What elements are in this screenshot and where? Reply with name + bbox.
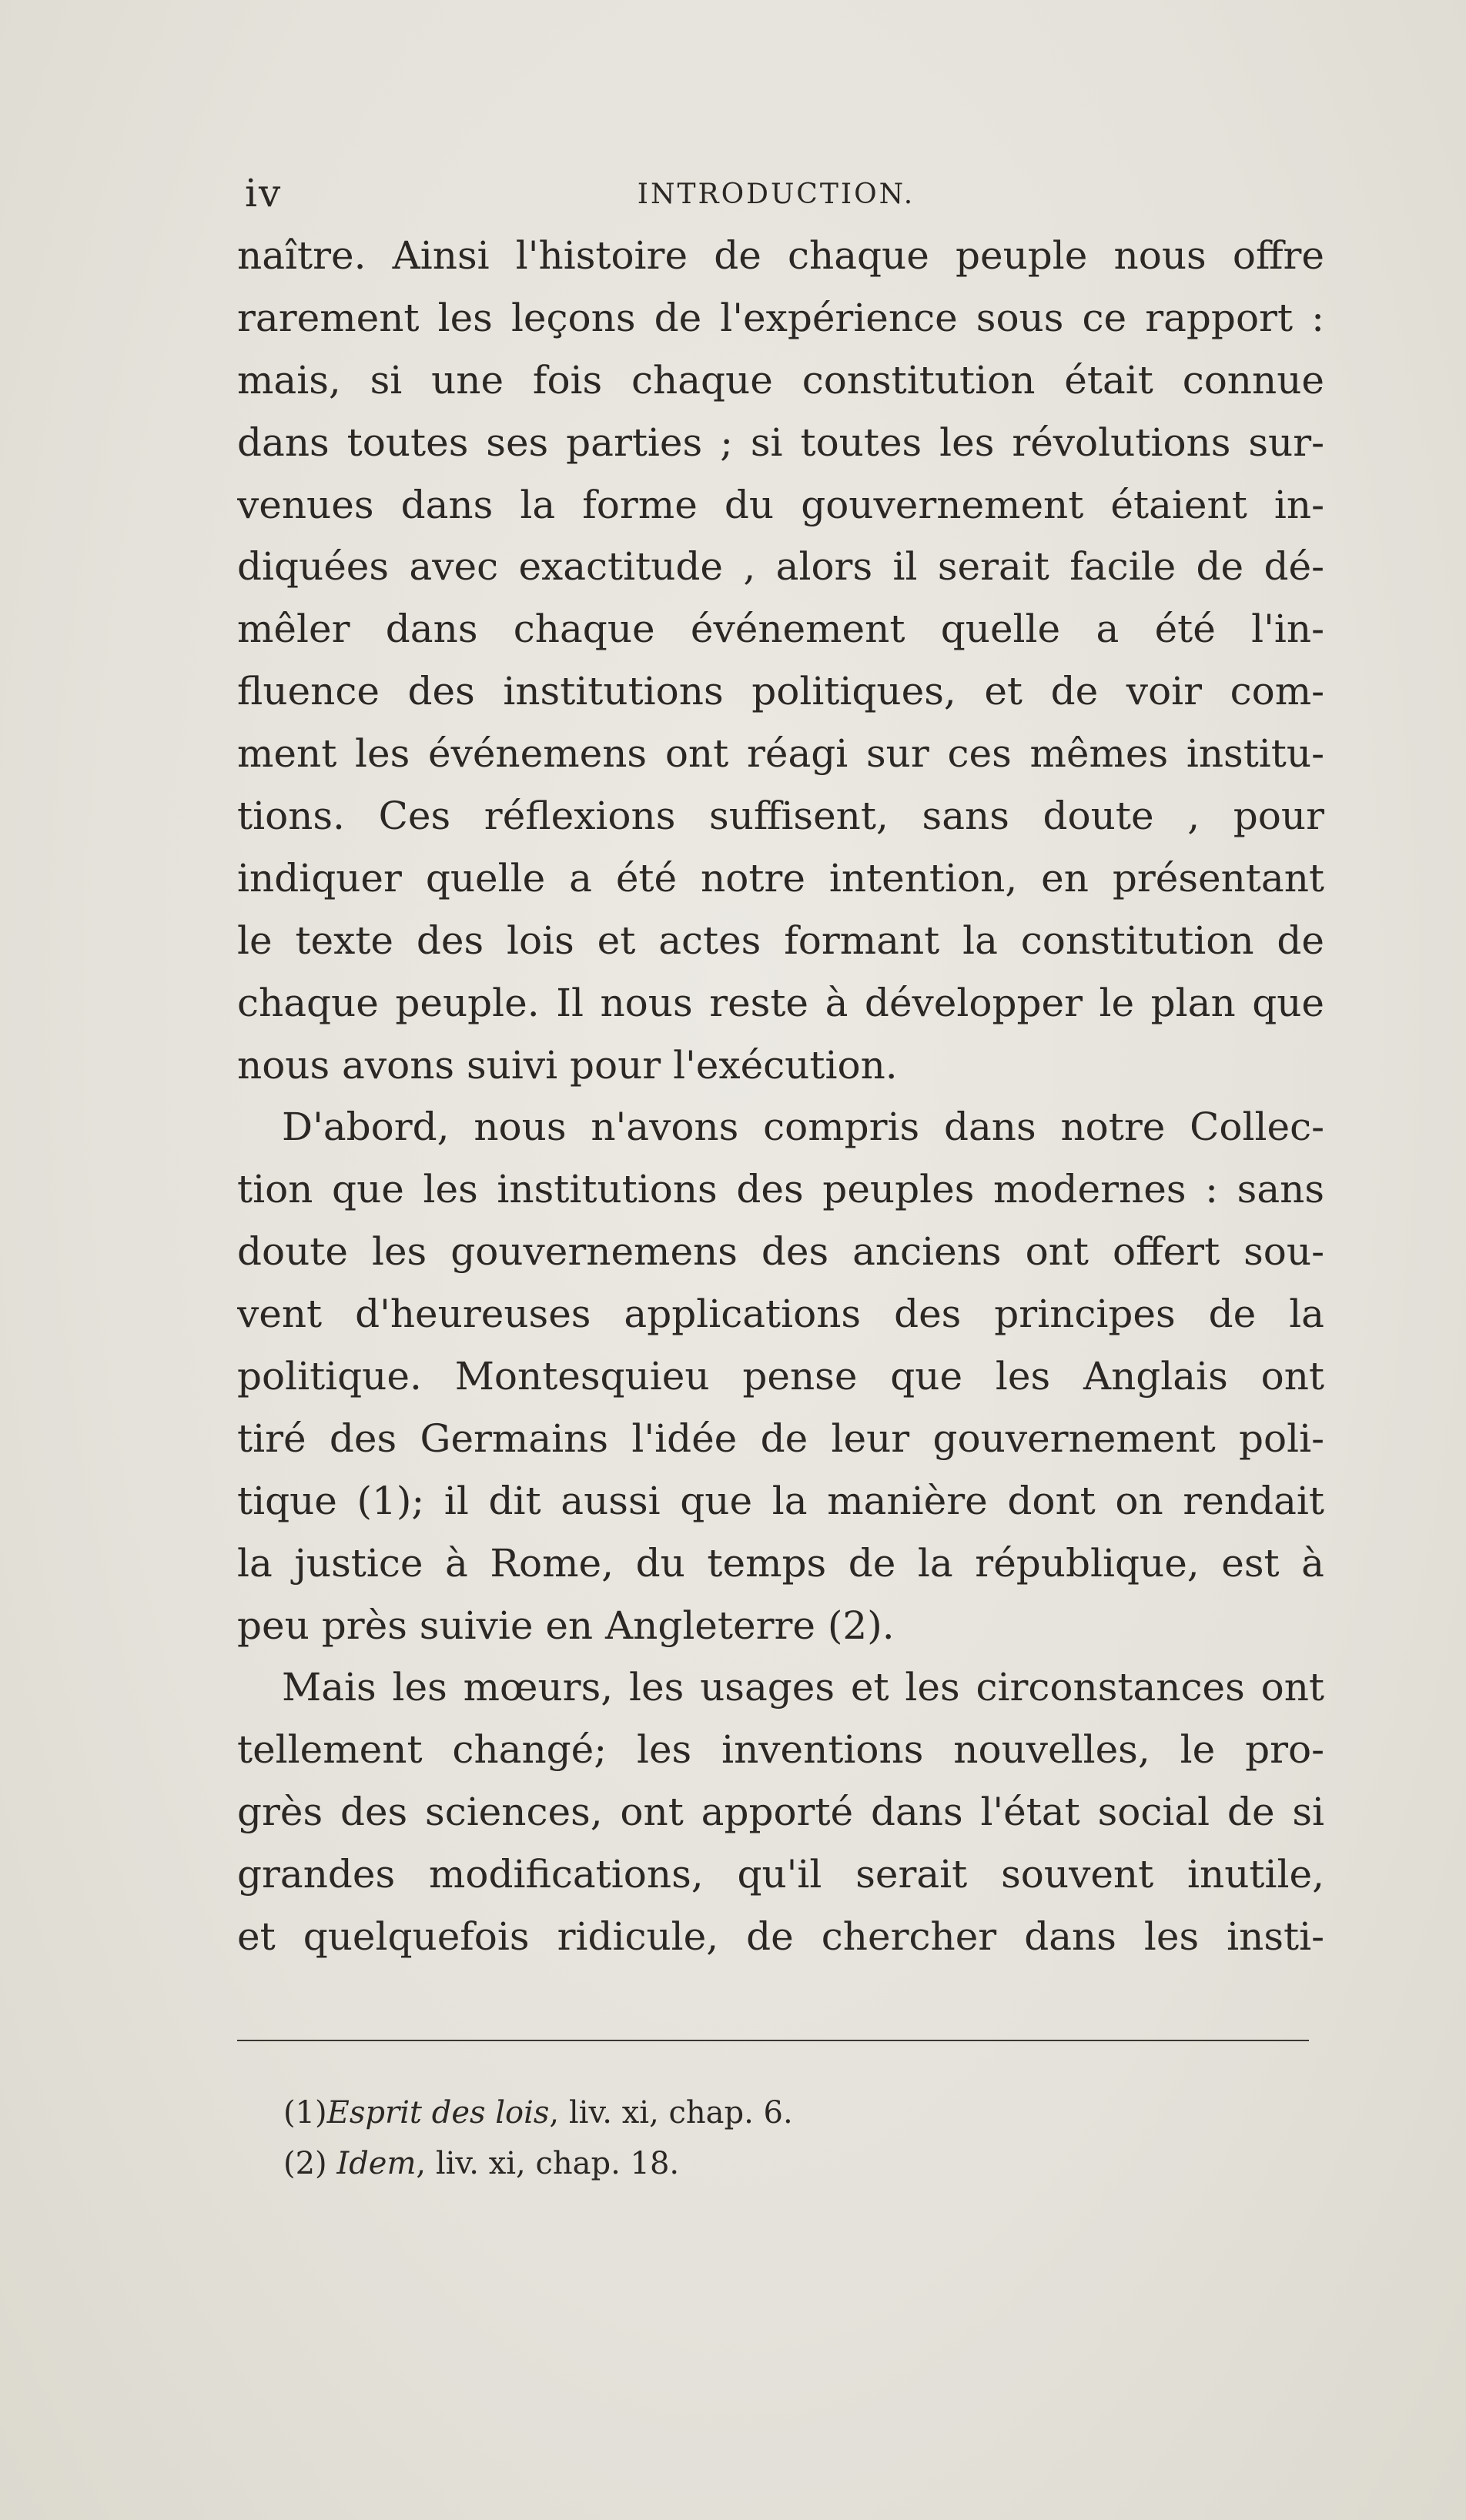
text-line: vent d'heureuses applications des principes de la <box>237 1292 1324 1337</box>
text-line: nous avons suivi pour l'exécution. <box>237 1042 898 1088</box>
text-line: diquées avec exactitude , alors il serait facile de dé- <box>237 544 1324 590</box>
footnote-reference: , liv. xi, chap. 6. <box>549 2095 793 2131</box>
footnote-2 <box>283 2138 793 2189</box>
text-line: tions. Ces réflexions suffisent, sans doute , pour <box>237 794 1324 839</box>
text-line: doute les gouvernemens des anciens ont offert sou- <box>237 1229 1324 1275</box>
text-line: fluence des institutions politiques, et de voir com- <box>237 669 1324 714</box>
footnote-title: Idem <box>336 2146 417 2181</box>
text-line: politique. Montesquieu pense que les Anglais ont <box>237 1354 1324 1399</box>
footnote-divider <box>237 2040 1309 2041</box>
text-line: tellement changé; les inventions nouvelles, le pro- <box>237 1727 1324 1773</box>
text-line: Mais les mœurs, les usages et les circonstances ont <box>282 1665 1324 1710</box>
running-head: INTRODUCTION. <box>637 179 915 210</box>
text-line: grandes modifications, qu'il serait souvent inutile, <box>237 1852 1324 1897</box>
text-line: peu près suivie en Angleterre (2). <box>237 1603 895 1648</box>
text-line: mais, si une fois chaque constitution était connue <box>237 357 1324 403</box>
text-line: indiquer quelle a été notre intention, en présentant <box>237 855 1324 901</box>
text-line: ment les événemens ont réagi sur ces mêmes institu- <box>237 731 1324 777</box>
text-line: dans toutes ses parties ; si toutes les révolutions sur- <box>237 419 1324 465</box>
footnote-reference: , liv. xi, chap. 18. <box>416 2146 680 2181</box>
footnotes <box>283 2087 793 2189</box>
footnote-title: Esprit des lois <box>326 2095 550 2131</box>
page-header <box>245 171 1307 217</box>
footnote-number: (2) <box>283 2146 327 2181</box>
text-line: chaque peuple. Il nous reste à développer le plan que <box>237 980 1324 1025</box>
footnote-number: (1) <box>283 2095 327 2131</box>
text-line: venues dans la forme du gouvernement étaient in- <box>237 482 1324 527</box>
text-line: tion que les institutions des peuples modernes : sans <box>237 1167 1324 1212</box>
text-line: le texte des lois et actes formant la constitution de <box>237 917 1324 963</box>
body-text <box>237 225 1324 1968</box>
text-line: la justice à Rome, du temps de la république, est à <box>237 1540 1324 1586</box>
text-line: D'abord, nous n'avons compris dans notre Collec- <box>282 1105 1324 1150</box>
page-number: iv <box>245 171 283 216</box>
footnote-1 <box>283 2087 793 2138</box>
text-line: et quelquefois ridicule, de chercher dans les insti- <box>237 1914 1324 1960</box>
text-line: naître. Ainsi l'histoire de chaque peuple nous offre <box>237 233 1324 278</box>
text-line: tiré des Germains l'idée de leur gouvernement poli- <box>237 1415 1324 1461</box>
text-line: mêler dans chaque événement quelle a été l'in- <box>237 607 1324 652</box>
text-line: tique (1); il dit aussi que la manière dont on rendait <box>237 1478 1324 1523</box>
text-line: grès des sciences, ont apporté dans l'état social de si <box>237 1790 1324 1835</box>
text-line: rarement les leçons de l'expérience sous ce rapport : <box>237 295 1324 340</box>
